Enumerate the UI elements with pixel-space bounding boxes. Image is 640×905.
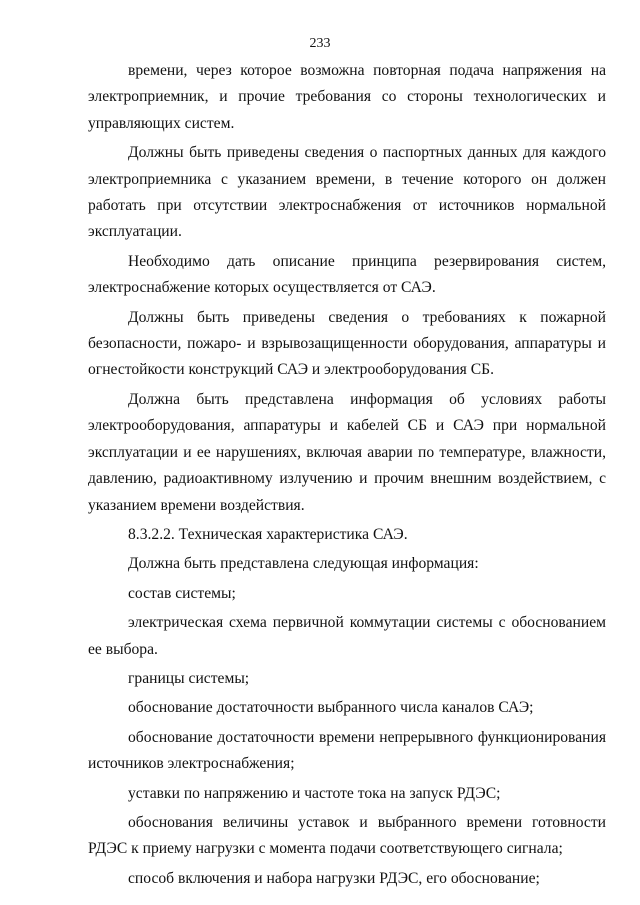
list-item: обоснования величины уставок и выбранного времени готовности РДЭС к приему нагрузки с момента подачи соответствующего сигнала; — [88, 813, 606, 858]
paragraph-continuation: времени, через которое возможна повторная подача напряжения на электроприемник, и прочие требования со стороны технологических и управляющих систем. — [88, 62, 606, 132]
section-heading: 8.3.2.2. Техническая характеристика САЭ. — [128, 525, 408, 543]
list-item: электрическая схема первичной коммутации системы с обоснованием ее выбора. — [88, 614, 606, 658]
list-item: способ включения и набора нагрузки РДЭС, его обоснование; — [128, 869, 540, 887]
page-number: 233 — [309, 36, 331, 51]
list-item: состав системы; — [128, 584, 236, 602]
list-item: уставки по напряжению и частоте тока на запуск РДЭС; — [128, 784, 501, 802]
paragraph-intro-list: Должна быть представлена следующая информация: — [128, 555, 479, 573]
paragraph-operating-conditions: Должна быть представлена информация об условиях работы электрооборудования, аппаратуры и кабелей СБ и САЭ при нормальной эксплуатации и ее нарушениях, включая аварии по температуре, влажности, давлению, радиоактивному излучению и прочим внешним воздействием, с указанием времени воздействия. — [88, 390, 606, 514]
paragraph-passport-data: Должны быть приведены сведения о паспортных данных для каждого электроприемника с указанием времени, в течение которого он должен работать при отсутствии электроснабжения от источников нормальной эксплуатации. — [88, 144, 606, 241]
paragraph-redundancy: Необходимо дать описание принципа резервирования систем, электроснабжение которых осуществляется от САЭ. — [88, 252, 606, 297]
paragraph-fire-safety: Должны быть приведены сведения о требованиях к пожарной безопасности, пожаро- и взрывозащищенности оборудования, аппаратуры и огнестойкости конструкций САЭ и электрооборудования СБ. — [88, 308, 606, 379]
list-item: границы системы; — [128, 669, 250, 687]
document-body — [88, 58, 606, 895]
list-item: обоснование достаточности выбранного числа каналов САЭ; — [128, 699, 534, 717]
list-item: обоснование достаточности времени непрерывного функционирования источников электроснабжения; — [88, 728, 606, 773]
